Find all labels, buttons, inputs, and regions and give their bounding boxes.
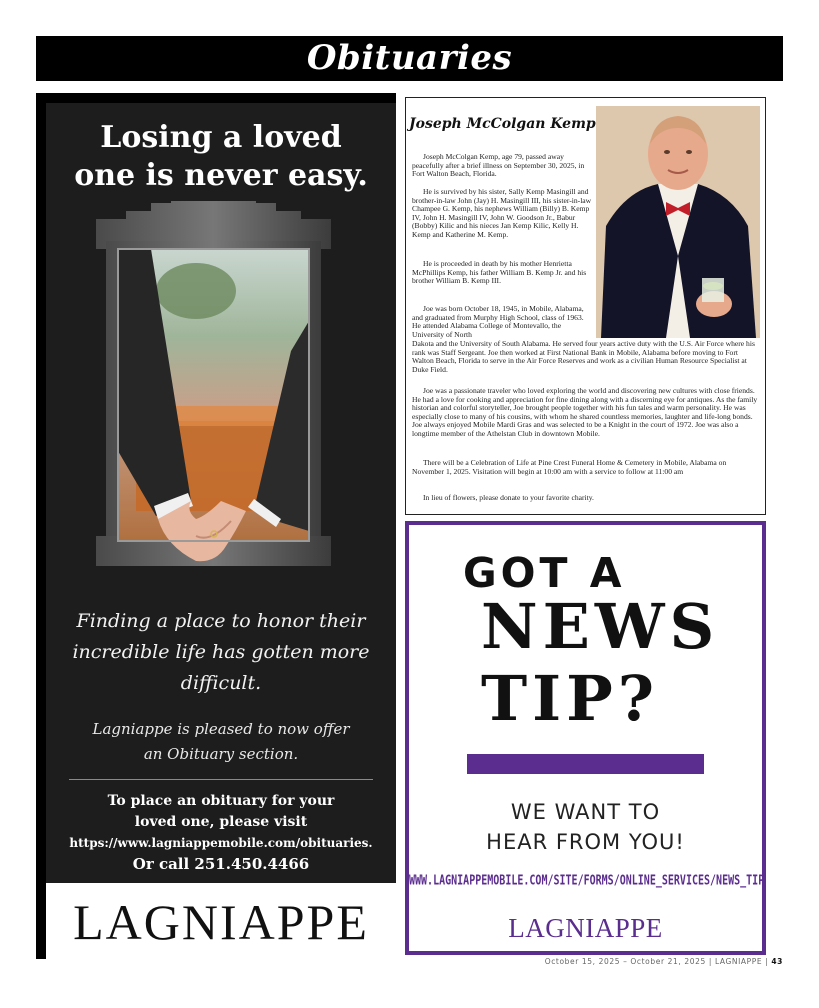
obituary-name: Joseph McColgan Kemp bbox=[409, 116, 596, 132]
ad-divider bbox=[69, 779, 373, 780]
news-tip-link[interactable]: WWW.LAGNIAPPEMOBILE.COM/SITE/FORMS/ONLINE_SERVICES/NEWS_TIP bbox=[409, 874, 765, 889]
news-tip-subtext bbox=[409, 797, 762, 857]
ad-body-text bbox=[66, 606, 376, 699]
obituary-paragraph-3: He is proceeded in death by his mother Henrietta McPhillips Kemp, his father William B. Kemp Jr. and his brother William B. Kemp III. bbox=[412, 259, 587, 285]
holding-hands-photo bbox=[96, 201, 331, 571]
footer-separator-2: | bbox=[765, 957, 769, 966]
ad-offer-line2: an Obituary section. bbox=[143, 745, 299, 763]
ad-phone: Or call 251.450.4466 bbox=[132, 855, 310, 873]
obituary-paragraph-1: Joseph McColgan Kemp, age 79, passed away peacefully after a brief illness on September 30, 2025, in Fort Walton Beach, Florida. bbox=[412, 152, 585, 178]
footer-separator: | bbox=[708, 957, 712, 966]
obituary-paragraph-4-continued: Dakota and the University of South Alabama. He served four years active duty with the U.S. Air Force where his rank was Staff Sergeant. Joe then worked at First National Bank in Mobile, Alabama before moving to Fort Walton Beach, Florida to serve in the Air Force Reserves and work as a civilian Human Resource Specialist at Duke Field. bbox=[412, 339, 755, 374]
portrait-photo bbox=[596, 106, 760, 338]
obituary-service-ad bbox=[36, 93, 396, 959]
news-tip-want-line1: WE WANT TO bbox=[510, 800, 661, 824]
section-title: Obituaries bbox=[36, 36, 783, 81]
ad-body-line3: difficult. bbox=[180, 672, 262, 694]
news-tip-want-line2: HEAR FROM YOU! bbox=[486, 830, 685, 854]
lagniappe-logo-purple: LAGNIAPPE bbox=[508, 913, 663, 943]
ad-headline-line2: one is never easy. bbox=[74, 158, 368, 193]
news-tip-ad bbox=[405, 521, 766, 955]
ad-offer-text bbox=[76, 717, 366, 767]
ad-body-line2: incredible life has gotten more bbox=[72, 641, 370, 663]
page-number: 43 bbox=[771, 957, 783, 966]
issue-date: October 15, 2025 – October 21, 2025 bbox=[544, 957, 706, 966]
ad-obituary-link[interactable]: https://www.lagniappemobile.com/obituaries. bbox=[69, 836, 373, 850]
obituary-paragraph-2: He is survived by his sister, Sally Kemp Masingill and brother-in-law John (Jay) H. Masingill III, his sister-in-law Champee G. Kemp, his nephews William (Billy) B. Kemp IV, John H. Masingill IV, John W. Goodson Jr., Babur (Bobby) Kilic and his nieces Jan Kemp Kilic, Kelly H. Kemp and Katherine M. Kemp. bbox=[412, 187, 592, 239]
obituary-paragraph-4: Joe was born October 18, 1945, in Mobile, Alabama, and graduated from Murphy High School, class of 1963. He attended Alabama College of Montevallo, the University of North bbox=[412, 304, 584, 339]
ad-dark-panel bbox=[46, 103, 396, 883]
obituary-article bbox=[405, 97, 766, 515]
news-tip-headline bbox=[481, 591, 719, 735]
ad-logo-panel bbox=[46, 883, 396, 959]
ad-contact-info bbox=[56, 791, 386, 875]
ad-place-line2: loved one, please visit bbox=[134, 814, 308, 830]
ad-headline-line1: Losing a loved bbox=[100, 120, 342, 155]
obituary-paragraph-7: In lieu of flowers, please donate to your favorite charity. bbox=[423, 493, 594, 502]
ad-body-line1: Finding a place to honor their bbox=[76, 610, 366, 632]
footer-brand: LAGNIAPPE bbox=[714, 957, 763, 966]
news-tip-news: NEWS bbox=[481, 590, 720, 663]
obituary-paragraph-6: There will be a Celebration of Life at Pine Crest Funeral Home & Cemetery in Mobile, Alabama on November 1, 2025. Visitation will begin at 10:00 am with a service to follow at 11:00 am bbox=[412, 458, 727, 476]
news-tip-tip: TIP? bbox=[481, 662, 660, 735]
ad-offer-line1: Lagniappe is pleased to now offer bbox=[92, 720, 350, 738]
lagniappe-logo: LAGNIAPPE bbox=[73, 894, 369, 950]
purple-bar bbox=[467, 754, 704, 774]
ad-place-line1: To place an obituary for your bbox=[107, 793, 335, 809]
news-tip-got-a: GOT A bbox=[463, 549, 626, 597]
page-footer bbox=[540, 957, 783, 966]
obituary-paragraph-5: Joe was a passionate traveler who loved exploring the world and discovering new cultures with close friends. He had a love for cooking and appreciation for fine dining along with a discerning eye for antiques. As the family historian and colorful storyteller, Joe brought people together with his fun tales and warm personality. He was especially close to many of his cousins, with whom he shared countless memories, laughter and life-long bonds. Joe always enjoyed Mobile Mardi Gras and was selected to be a Knight in the court of 1972. Joe was also a longtime member of the Athelstan Club in downtown Mobile. bbox=[412, 386, 758, 438]
ad-headline bbox=[46, 119, 396, 195]
